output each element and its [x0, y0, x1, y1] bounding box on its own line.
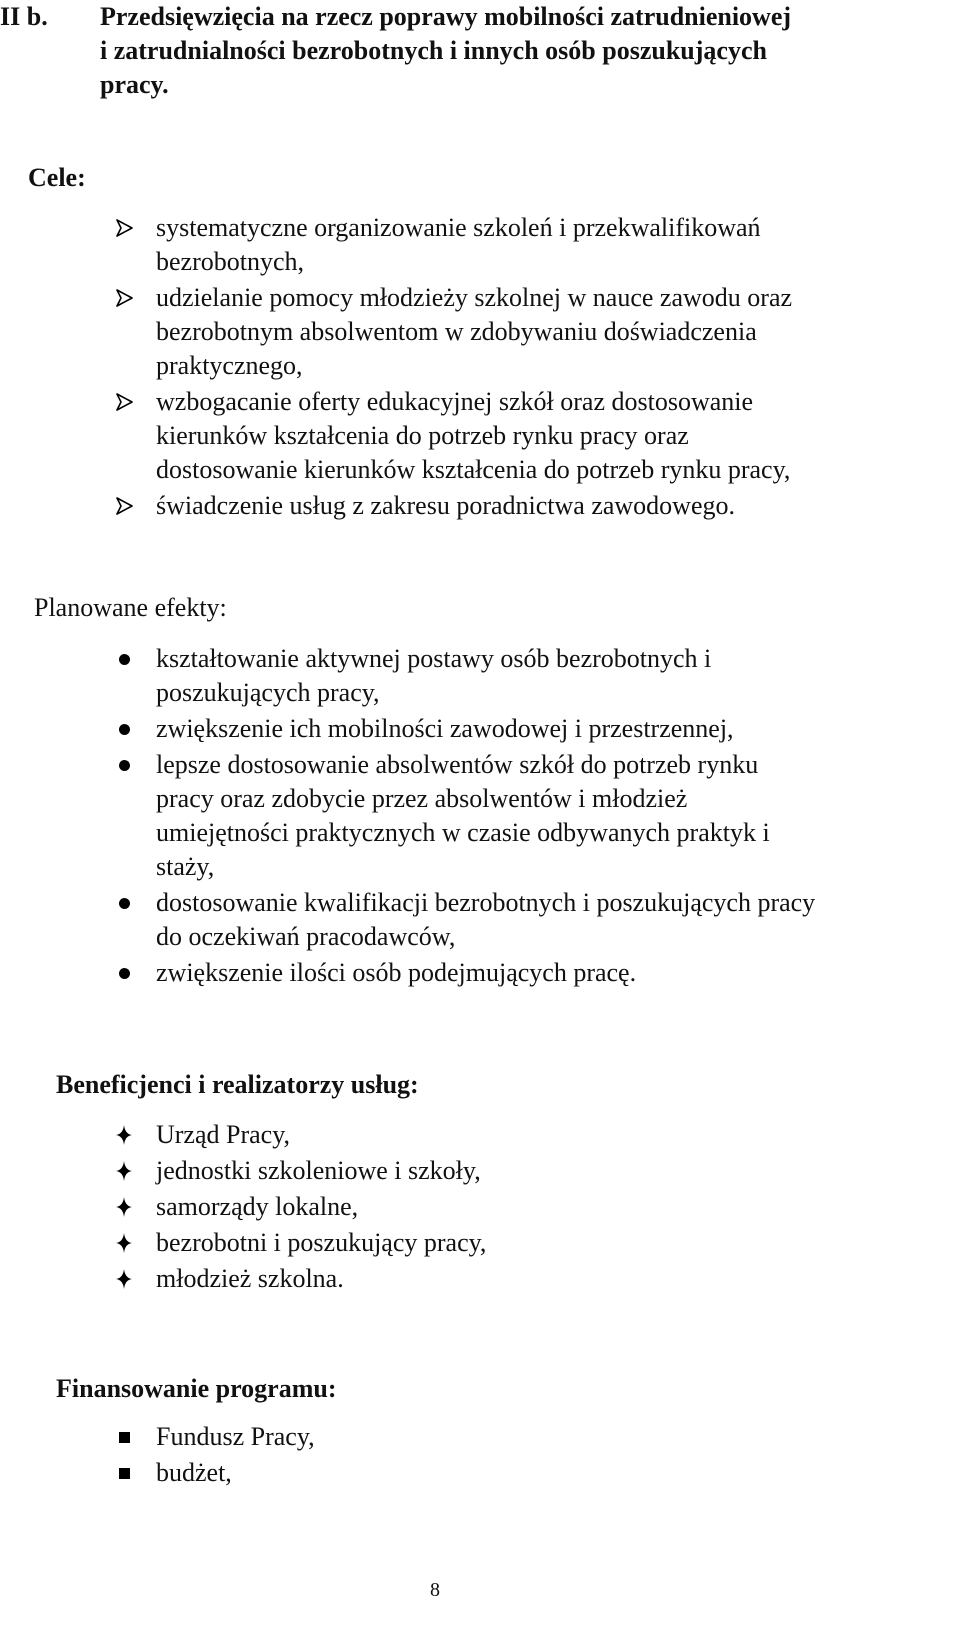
list-item-line: Fundusz Pracy,: [156, 1422, 315, 1451]
list-item-line: lepsze dostosowanie absolwentów szkół do potrzeb rynku: [156, 750, 759, 779]
title-line: i zatrudnialności bezrobotnych i innych osób poszukujących: [100, 36, 767, 65]
list-item-line: systematyczne organizowanie szkoleń i przekwalifikowań: [156, 213, 761, 242]
beneficjenci-heading: Beneficjenci i realizatorzy usług:: [56, 1070, 419, 1099]
beneficjenci-list: [110, 1118, 960, 1298]
arrowhead-icon: [110, 385, 138, 419]
list-item-line: Urząd Pracy,: [156, 1120, 291, 1149]
section-title-text: [100, 0, 960, 102]
diamond-star-icon: [110, 1118, 138, 1152]
finansowanie-list: [110, 1420, 960, 1492]
cele-list: [110, 211, 960, 525]
bullet-dot-icon: [110, 712, 138, 746]
diamond-star-icon: [110, 1262, 138, 1296]
section-number: II b.: [0, 2, 48, 31]
list-item-line: wzbogacanie oferty edukacyjnej szkół oraz dostosowanie: [156, 387, 754, 416]
list-item: [110, 385, 960, 487]
diamond-star-icon: [110, 1154, 138, 1188]
list-item-line: zwiększenie ilości osób podejmujących pracę.: [156, 958, 637, 987]
planowane-efekty-heading: Planowane efekty:: [34, 593, 227, 622]
bullet-dot-icon: [110, 748, 138, 782]
square-bullet-icon: [110, 1420, 138, 1454]
bullet-dot-icon: [110, 956, 138, 990]
list-item: [110, 1118, 960, 1152]
list-item: [110, 1420, 960, 1454]
list-item-line: bezrobotnym absolwentom w zdobywaniu doświadczenia: [156, 317, 757, 346]
list-item-line: umiejętności praktycznych w czasie odbywanych praktyk i: [156, 818, 770, 847]
list-item: [110, 1190, 960, 1224]
efekty-list: [110, 642, 960, 992]
list-item-line: udzielanie pomocy młodzieży szkolnej w nauce zawodu oraz: [156, 283, 793, 312]
cele-heading: Cele:: [28, 163, 86, 192]
square-bullet-icon: [110, 1456, 138, 1490]
list-item: [110, 712, 960, 746]
list-item-line: praktycznego,: [156, 351, 303, 380]
list-item-line: bezrobotnych,: [156, 247, 305, 276]
arrowhead-icon: [110, 489, 138, 523]
title-line: pracy.: [100, 70, 169, 99]
list-item: [110, 1154, 960, 1188]
list-item: [110, 642, 960, 710]
list-item-line: jednostki szkoleniowe i szkoły,: [156, 1156, 481, 1185]
list-item-line: poszukujących pracy,: [156, 678, 380, 707]
list-item-line: świadczenie usług z zakresu poradnictwa zawodowego.: [156, 491, 735, 520]
bullet-dot-icon: [110, 886, 138, 920]
list-item: [110, 748, 960, 884]
title-line: Przedsięwzięcia na rzecz poprawy mobilności zatrudnieniowej: [100, 2, 792, 31]
list-item: [110, 886, 960, 954]
list-item-line: staży,: [156, 852, 215, 881]
list-item: [110, 1226, 960, 1260]
bullet-dot-icon: [110, 642, 138, 676]
list-item-line: kierunków kształcenia do potrzeb rynku pracy oraz: [156, 421, 689, 450]
list-item-line: budżet,: [156, 1458, 232, 1487]
list-item: [110, 1456, 960, 1490]
list-item-line: bezrobotni i poszukujący pracy,: [156, 1228, 487, 1257]
list-item: [110, 281, 960, 383]
list-item-line: pracy oraz zdobycie przez absolwentów i młodzież: [156, 784, 688, 813]
arrowhead-icon: [110, 281, 138, 315]
list-item-line: dostosowanie kwalifikacji bezrobotnych i poszukujących pracy: [156, 888, 816, 917]
finansowanie-heading: Finansowanie programu:: [56, 1374, 337, 1403]
page-number: 8: [430, 1579, 440, 1601]
list-item: [110, 211, 960, 279]
list-item-line: zwiększenie ich mobilności zawodowej i przestrzennej,: [156, 714, 734, 743]
diamond-star-icon: [110, 1190, 138, 1224]
arrowhead-icon: [110, 211, 138, 245]
list-item-line: kształtowanie aktywnej postawy osób bezrobotnych i: [156, 644, 712, 673]
list-item: [110, 956, 960, 990]
diamond-star-icon: [110, 1226, 138, 1260]
list-item-line: dostosowanie kierunków kształcenia do potrzeb rynku pracy,: [156, 455, 791, 484]
list-item-line: samorządy lokalne,: [156, 1192, 359, 1221]
list-item-line: do oczekiwań pracodawców,: [156, 922, 456, 951]
list-item-line: młodzież szkolna.: [156, 1264, 344, 1293]
list-item: [110, 1262, 960, 1296]
list-item: [110, 489, 960, 523]
